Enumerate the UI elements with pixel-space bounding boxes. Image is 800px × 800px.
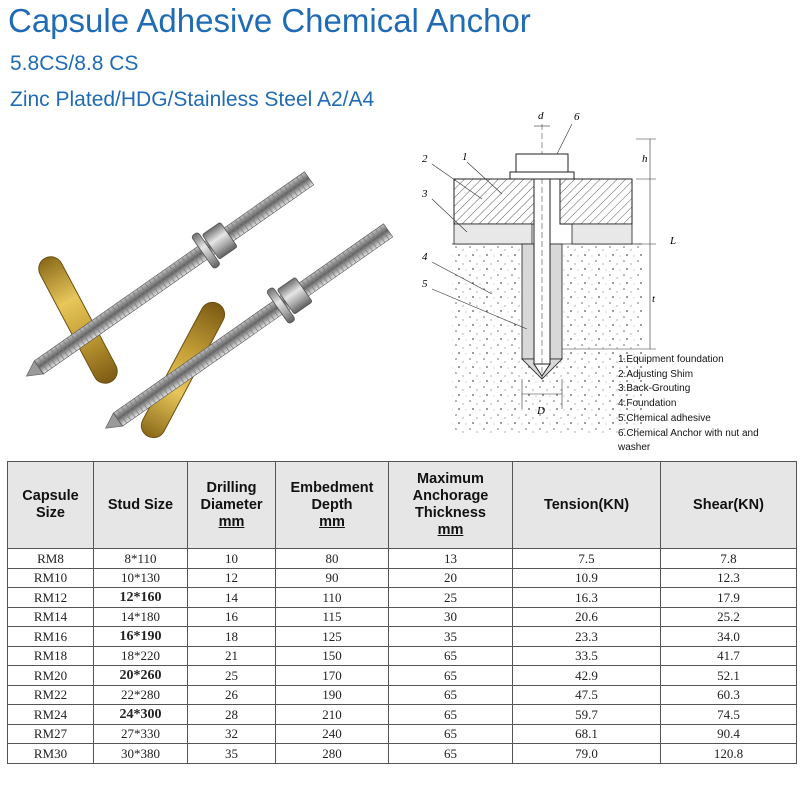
table-row	[8, 724, 797, 744]
table-cell-max: 65	[389, 685, 513, 705]
table-cell-tension: 68.1	[513, 724, 661, 744]
product-photo	[8, 150, 418, 450]
table-cell-embed: 210	[276, 705, 389, 725]
table-row	[8, 705, 797, 725]
table-cell-stud: 30*380	[94, 744, 188, 764]
table-cell-embed: 110	[276, 588, 389, 608]
table-cell-embed: 80	[276, 549, 389, 569]
table-cell-shear: 17.9	[661, 588, 797, 608]
legend-item: 5.Chemical adhesive	[618, 412, 711, 424]
label-D: D	[537, 405, 545, 417]
table-cell-drill: 25	[188, 666, 276, 686]
table-row	[8, 607, 797, 627]
table-cell-capsule: RM14	[8, 607, 94, 627]
table-cell-stud: 16*190	[94, 627, 188, 647]
col-header-max-anchorage-thickness: Maximum Anchorage Thickness mm	[389, 462, 513, 549]
table-cell-max: 65	[389, 744, 513, 764]
table-cell-embed: 115	[276, 607, 389, 627]
shim-grout-right	[572, 224, 632, 244]
table-header-row	[8, 462, 797, 549]
table-cell-tension: 59.7	[513, 705, 661, 725]
table-cell-capsule: RM10	[8, 568, 94, 588]
spec-table	[7, 461, 797, 764]
label-1: 1	[462, 151, 468, 163]
table-row	[8, 685, 797, 705]
legend-item: 4.Foundation	[618, 398, 677, 410]
table-row	[8, 744, 797, 764]
table-row	[8, 588, 797, 608]
table-cell-max: 35	[389, 627, 513, 647]
table-cell-stud: 12*160	[94, 588, 188, 608]
legend-item: 6.Chemical Anchor with nut and	[618, 427, 759, 439]
anchor-nut	[516, 154, 568, 172]
table-cell-max: 65	[389, 705, 513, 725]
table-cell-shear: 74.5	[661, 705, 797, 725]
table-cell-embed: 125	[276, 627, 389, 647]
table-cell-stud: 10*130	[94, 568, 188, 588]
table-cell-tension: 47.5	[513, 685, 661, 705]
col-header-embedment-depth: Embedment Depth mm	[276, 462, 389, 549]
table-cell-embed: 90	[276, 568, 389, 588]
col-header-capsule-size: Capsule Size	[8, 462, 94, 549]
table-cell-tension: 20.6	[513, 607, 661, 627]
table-cell-embed: 190	[276, 685, 389, 705]
table-cell-tension: 10.9	[513, 568, 661, 588]
legend-item: 2.Adjusting Shim	[618, 368, 694, 380]
label-h: h	[642, 153, 648, 165]
table-cell-drill: 16	[188, 607, 276, 627]
table-cell-drill: 35	[188, 744, 276, 764]
table-cell-stud: 14*180	[94, 607, 188, 627]
shim-grout-left	[454, 224, 532, 244]
table-cell-drill: 28	[188, 705, 276, 725]
table-cell-shear: 34.0	[661, 627, 797, 647]
table-cell-max: 13	[389, 549, 513, 569]
table-cell-shear: 25.2	[661, 607, 797, 627]
table-cell-stud: 20*260	[94, 666, 188, 686]
table-cell-tension: 42.9	[513, 666, 661, 686]
table-cell-tension: 7.5	[513, 549, 661, 569]
table-cell-capsule: RM12	[8, 588, 94, 608]
col-header-stud-size: Stud Size	[94, 462, 188, 549]
table-cell-embed: 150	[276, 646, 389, 666]
materials-subtitle: Zinc Plated/HDG/Stainless Steel A2/A4	[10, 88, 375, 111]
table-cell-stud: 18*220	[94, 646, 188, 666]
table-cell-capsule: RM22	[8, 685, 94, 705]
table-cell-max: 30	[389, 607, 513, 627]
table-row	[8, 568, 797, 588]
diagram-legend	[618, 353, 759, 456]
table-cell-shear: 90.4	[661, 724, 797, 744]
table-cell-tension: 33.5	[513, 646, 661, 666]
page-title: Capsule Adhesive Chemical Anchor	[8, 2, 531, 39]
table-row	[8, 627, 797, 647]
label-4: 4	[422, 251, 428, 263]
legend-item: 1.Equipment foundation	[618, 354, 724, 365]
table-body	[8, 549, 797, 764]
table-cell-max: 20	[389, 568, 513, 588]
table-cell-shear: 52.1	[661, 666, 797, 686]
label-3: 3	[422, 188, 428, 200]
table-cell-shear: 12.3	[661, 568, 797, 588]
table-cell-shear: 60.3	[661, 685, 797, 705]
col-header-shear: Shear(KN)	[661, 462, 797, 549]
table-cell-drill: 14	[188, 588, 276, 608]
table-cell-drill: 26	[188, 685, 276, 705]
col-header-drilling-diameter: Drilling Diameter mm	[188, 462, 276, 549]
table-cell-drill: 12	[188, 568, 276, 588]
table-cell-stud: 8*110	[94, 549, 188, 569]
table-cell-shear: 120.8	[661, 744, 797, 764]
grade-subtitle: 5.8CS/8.8 CS	[10, 52, 139, 75]
label-2: 2	[422, 153, 428, 165]
table-cell-stud: 27*330	[94, 724, 188, 744]
table-cell-stud: 24*300	[94, 705, 188, 725]
table-row	[8, 549, 797, 569]
table-cell-capsule: RM18	[8, 646, 94, 666]
table-cell-capsule: RM20	[8, 666, 94, 686]
equipment-plate-right	[560, 179, 632, 224]
anchor-washer	[510, 172, 574, 179]
legend-item: 3.Back-Grouting	[618, 383, 691, 395]
table-cell-shear: 7.8	[661, 549, 797, 569]
label-5: 5	[422, 278, 428, 290]
table-cell-shear: 41.7	[661, 646, 797, 666]
threaded-rod-right	[94, 214, 400, 445]
table-cell-capsule: RM8	[8, 549, 94, 569]
table-cell-stud: 22*280	[94, 685, 188, 705]
table-cell-drill: 32	[188, 724, 276, 744]
table-cell-capsule: RM24	[8, 705, 94, 725]
table-row	[8, 646, 797, 666]
legend-item: washer	[618, 442, 651, 454]
table-cell-capsule: RM30	[8, 744, 94, 764]
table-cell-drill: 10	[188, 549, 276, 569]
table-cell-max: 65	[389, 646, 513, 666]
table-row	[8, 666, 797, 686]
table-cell-max: 65	[389, 666, 513, 686]
table-cell-max: 65	[389, 724, 513, 744]
table-cell-embed: 240	[276, 724, 389, 744]
table-cell-drill: 21	[188, 646, 276, 666]
label-L: L	[670, 235, 677, 247]
label-d: d	[538, 110, 544, 122]
label-t: t	[652, 293, 656, 305]
col-header-tension: Tension(KN)	[513, 462, 661, 549]
table-cell-drill: 18	[188, 627, 276, 647]
table-cell-capsule: RM16	[8, 627, 94, 647]
table-cell-embed: 170	[276, 666, 389, 686]
label-6: 6	[574, 111, 580, 123]
table-cell-tension: 79.0	[513, 744, 661, 764]
table-cell-tension: 23.3	[513, 627, 661, 647]
equipment-plate-left	[454, 179, 544, 224]
table-cell-tension: 16.3	[513, 588, 661, 608]
table-cell-embed: 280	[276, 744, 389, 764]
table-cell-capsule: RM27	[8, 724, 94, 744]
table-cell-max: 25	[389, 588, 513, 608]
